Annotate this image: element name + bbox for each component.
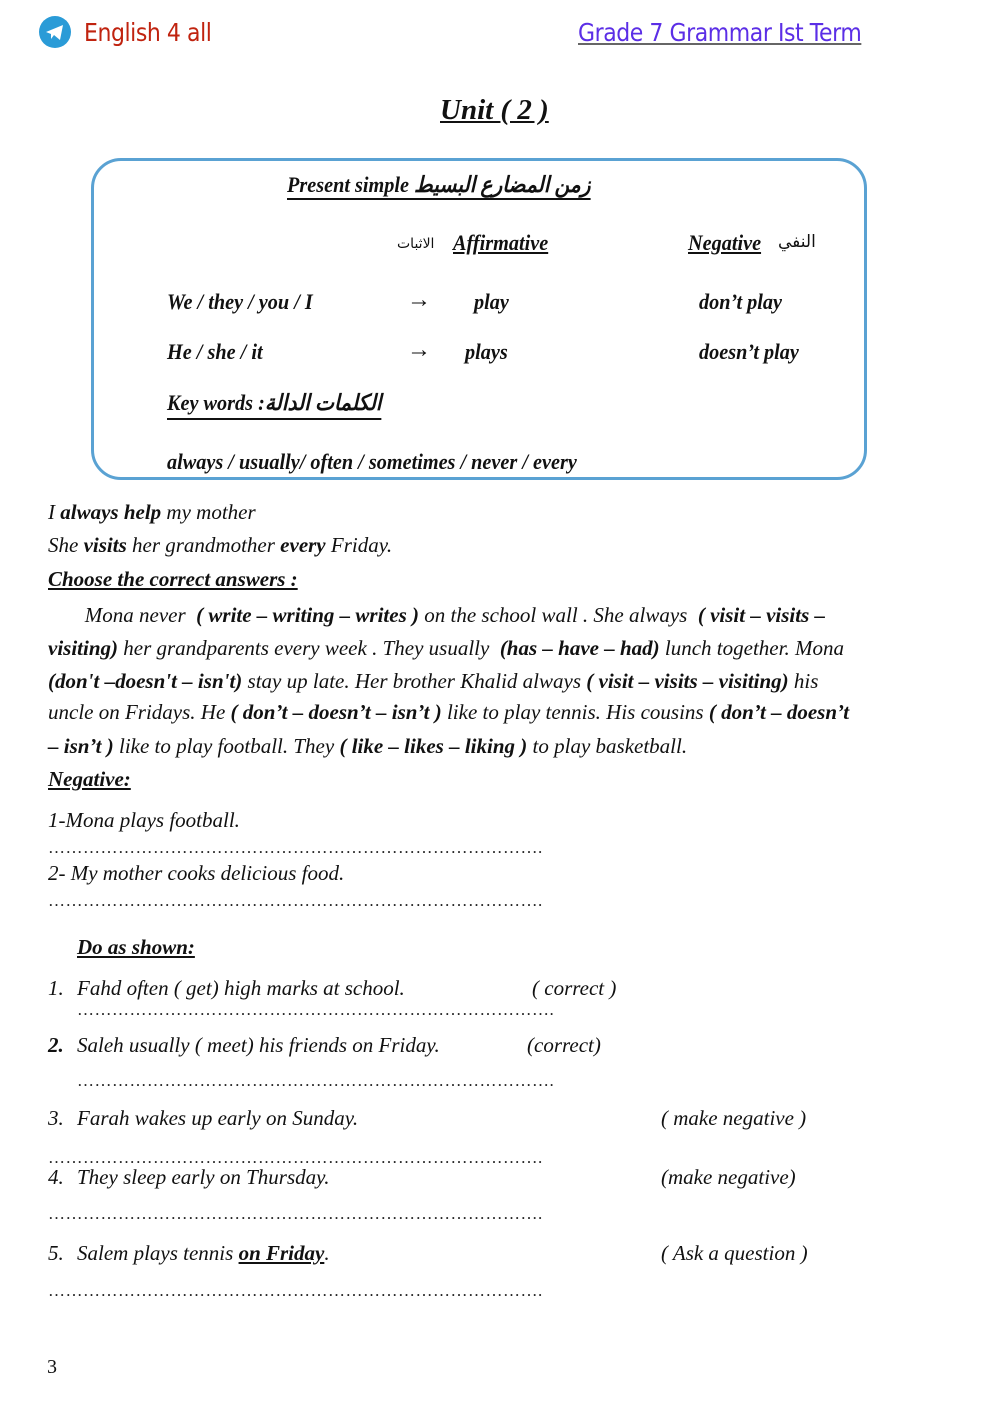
text-segment: to play basketball. — [527, 734, 688, 758]
text-segment: I — [48, 500, 61, 524]
affirmative-form: plays — [465, 339, 508, 364]
answer-line[interactable]: …………………………………………………………………………. — [48, 1148, 543, 1167]
negative-arabic: النفي — [778, 232, 816, 252]
answer-line[interactable]: ………………………………………………………………………. — [77, 1000, 555, 1019]
item-text-main: Salem plays tennis — [77, 1241, 239, 1265]
text-segment: her grandparents every week . They usually — [118, 636, 500, 660]
affirmative-form: play — [474, 289, 509, 314]
item-emphasis: on Friday — [238, 1241, 325, 1265]
item-text: Farah wakes up early on Sunday. — [77, 1106, 359, 1130]
answer-line[interactable]: ………………………………………………………………………. — [77, 1071, 555, 1090]
subject-plural: We / they / you / I — [167, 289, 313, 314]
item-instruction: (make negative) — [661, 1165, 796, 1189]
paragraph-line — [48, 700, 849, 725]
bold-phrase: visits — [83, 533, 127, 557]
negative-form: don’t play — [699, 289, 783, 314]
grammar-rule-box — [91, 158, 867, 480]
affirmative-arabic: الاثبات — [397, 236, 435, 252]
text-segment: lunch together. Mona — [659, 636, 844, 660]
item-number: 4. — [48, 1165, 64, 1189]
text-segment: his — [788, 669, 819, 693]
paragraph-line — [48, 669, 818, 694]
box-heading: Present simple زمن المضارع البسيط — [287, 172, 591, 200]
negative-label: Negative — [688, 230, 762, 255]
document-title[interactable]: Grade 7 Grammar Ist Term — [578, 18, 862, 47]
arrow-icon: → — [407, 337, 431, 363]
answer-line[interactable]: …………………………………………………………………………. — [48, 1204, 543, 1223]
negative-item: 1-Mona plays football. — [48, 808, 240, 832]
arrow-icon: → — [407, 287, 431, 313]
example-sentence — [48, 533, 392, 558]
bold-phrase: ( like – likes – liking ) — [339, 734, 528, 758]
bold-phrase: ( don’t – doesn’t – isn’t ) — [230, 700, 442, 724]
text-segment: on the school wall . She always — [419, 603, 698, 627]
item-text: Saleh usually ( meet) his friends on Friday. — [77, 1033, 440, 1057]
item-number: 1. — [48, 976, 64, 1000]
item-text — [77, 1241, 330, 1266]
bold-phrase: every — [280, 533, 326, 557]
paragraph-line — [48, 603, 825, 628]
answer-line[interactable]: …………………………………………………………………………. — [48, 1281, 543, 1300]
affirmative-label: Affirmative — [453, 230, 549, 255]
text-segment: like to play football. They — [113, 734, 340, 758]
choose-heading: Choose the correct answers : — [48, 567, 298, 591]
unit-title: Unit ( 2 ) — [440, 94, 549, 126]
item-number: 5. — [48, 1241, 64, 1265]
item-text: Fahd often ( get) high marks at school. — [77, 976, 405, 1000]
text-segment: uncle on Fridays. He — [48, 700, 231, 724]
item-instruction: ( correct ) — [532, 976, 617, 1000]
negative-item: 2- My mother cooks delicious food. — [48, 861, 345, 885]
item-instruction: ( make negative ) — [661, 1106, 807, 1130]
bold-phrase: (don't –doesn't – isn't) — [48, 669, 243, 693]
example-sentence — [48, 500, 256, 525]
bold-phrase: – isn’t ) — [48, 734, 114, 758]
item-instruction: (correct) — [527, 1033, 601, 1057]
keywords-list: always / usually/ often / sometimes / never / every — [167, 449, 577, 474]
page-number: 3 — [47, 1356, 57, 1378]
item-instruction: ( Ask a question ) — [661, 1241, 808, 1265]
keywords-label: Key words :الكلمات الدالة — [167, 390, 382, 420]
text-segment: Friday. — [325, 533, 393, 557]
bold-phrase: ( don’t – doesn’t — [708, 700, 850, 724]
text-segment: Mona never — [48, 603, 197, 627]
do-as-shown-heading: Do as shown: — [77, 935, 195, 959]
telegram-icon — [38, 15, 72, 49]
item-text: They sleep early on Thursday. — [77, 1165, 330, 1189]
bold-phrase: ( visit – visits – visiting) — [586, 669, 789, 693]
negative-form: doesn’t play — [699, 339, 799, 364]
subject-singular: He / she / it — [167, 339, 263, 364]
bold-phrase: always help — [60, 500, 162, 524]
text-segment: like to play tennis. His cousins — [441, 700, 709, 724]
text-segment: her grandmother — [126, 533, 281, 557]
negative-heading: Negative: — [48, 767, 131, 791]
text-segment: stay up late. Her brother Khalid always — [242, 669, 587, 693]
bold-phrase: ( write – writing – writes ) — [196, 603, 419, 627]
item-text-tail: . — [324, 1241, 330, 1265]
bold-phrase: (has – have – had) — [499, 636, 660, 660]
paragraph-line — [48, 734, 687, 759]
paragraph-line — [48, 636, 844, 661]
item-number: 2. — [48, 1033, 64, 1057]
answer-line[interactable]: …………………………………………………………………………. — [48, 891, 543, 910]
bold-phrase: visiting) — [48, 636, 119, 660]
item-number: 3. — [48, 1106, 64, 1130]
brand-name: English 4 all — [84, 18, 212, 47]
text-segment: She — [48, 533, 84, 557]
answer-line[interactable]: …………………………………………………………………………. — [48, 838, 543, 857]
bold-phrase: ( visit – visits – — [697, 603, 825, 627]
text-segment: my mother — [161, 500, 256, 524]
